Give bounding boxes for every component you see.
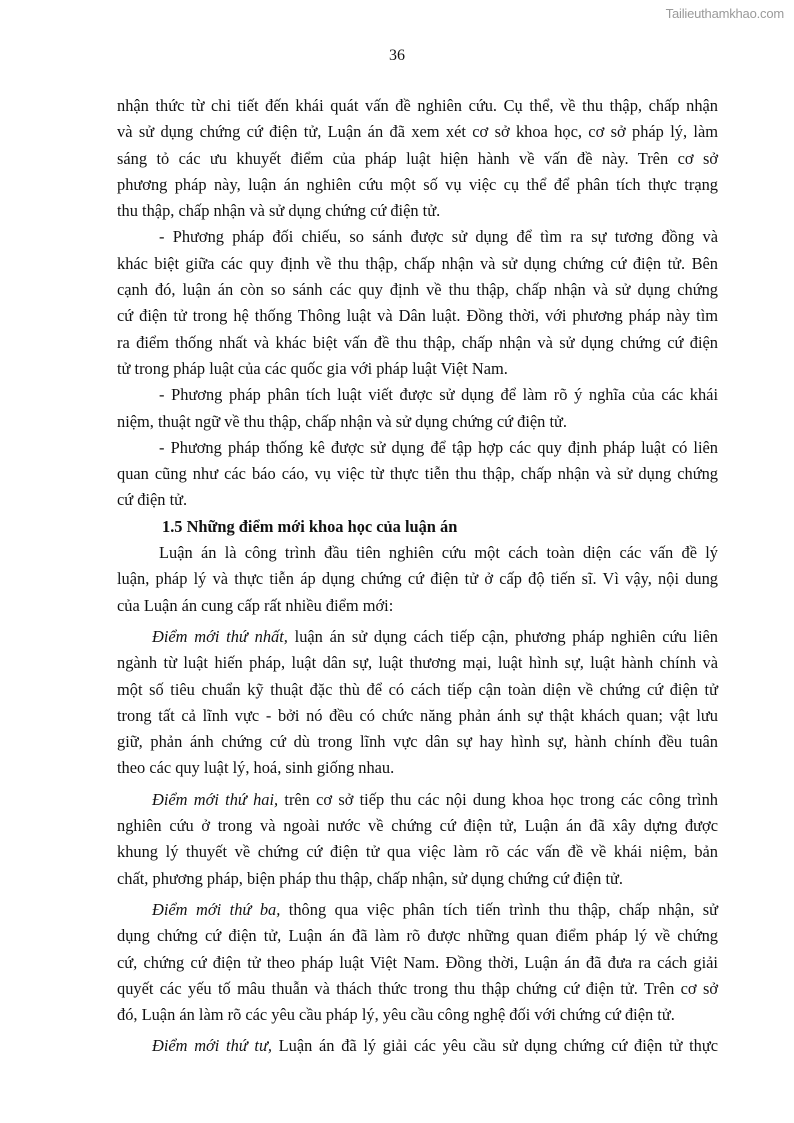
paragraph-legal-analysis-method (117, 382, 718, 435)
watermark: Tailieuthamkhao.com (665, 6, 784, 21)
paragraph-comparative-method (117, 224, 718, 382)
text-line (117, 787, 718, 813)
point-text: thông qua việc phân tích tiến trình thu thập, chấp nhận, sử (280, 899, 718, 919)
text-line: cứ điện tử trong hệ thống Thông luật và Dân luật. Đồng thời, với phương pháp này tìm (117, 306, 718, 326)
paragraph-research-approach (117, 93, 718, 224)
point-label: Điểm mới thứ ba, (152, 899, 281, 919)
text-line: của Luận án cung cấp rất nhiều điểm mới: (117, 595, 394, 615)
text-line: phương pháp này, luận án nghiên cứu một số vụ việc cụ thể để phân tích thực trạng (117, 174, 718, 194)
text-line: khung lý thuyết về chứng cứ điện tử qua việc làm rõ các vấn đề về khái niệm, bản (117, 842, 718, 862)
text-line: ngành từ luật hiến pháp, luật dân sự, luật thương mại, luật hình sự, luật hành chính và (117, 653, 718, 673)
point-label: Điểm mới thứ hai, (152, 789, 279, 809)
text-line: và sử dụng chứng cứ điện tử, Luận án đã xem xét cơ sở khoa học, cơ sở pháp lý, làm (117, 122, 718, 142)
text-line: niệm, thuật ngữ về thu thập, chấp nhận và sử dụng chứng cứ điện tử. (117, 411, 567, 431)
page-number: 36 (389, 47, 405, 64)
text-line (117, 1033, 718, 1059)
text-line: nghiên cứu ở trong và ngoài nước về chứng cứ điện tử, Luận án đã xây dựng được (117, 816, 718, 836)
point-fourth (117, 1033, 718, 1059)
text-line: luận, pháp lý và thực tiễn áp dụng chứng cứ điện tử ở cấp độ tiến sĩ. Vì vậy, nội dung (117, 569, 718, 589)
point-label: Điểm mới thứ nhất, (152, 626, 288, 646)
point-first (117, 624, 718, 782)
point-third (117, 897, 718, 1028)
text-line: cứ điện tử. (117, 490, 188, 510)
text-line (117, 624, 718, 650)
text-line: quyết các yếu tố mâu thuẫn và thách thức trong thu thập chứng cứ điện tử. Trên cơ sở (117, 978, 718, 998)
point-text: Luận án đã lý giải các yêu cầu sử dụng chứng cứ điện tử thực (271, 1036, 718, 1056)
text-line: giữ, phản ánh chứng cứ dù trong lĩnh vực dân sự hay hình sự, hành chính đều tuân (117, 732, 718, 752)
text-line: khác biệt giữa các quy định về thu thập, chấp nhận và sử dụng chứng cứ điện tử. Bên (117, 253, 718, 273)
paragraph-intro (117, 540, 718, 619)
text-line: - Phương pháp thống kê được sử dụng để tập hợp các quy định pháp luật có liên (159, 437, 718, 457)
text-line: Luận án là công trình đầu tiên nghiên cứu một cách toàn diện các vấn đề lý (159, 543, 718, 563)
text-line: nhận thức từ chi tiết đến khái quát vấn đề nghiên cứu. Cụ thể, về thu thập, chấp nhận (117, 96, 718, 115)
text-line: quan cũng như các báo cáo, vụ việc từ thực tiễn thu thập, chấp nhận và sử dụng chứng (117, 464, 718, 484)
point-label: Điểm mới thứ tư, (152, 1036, 272, 1056)
section-heading: 1.5 Những điểm mới khoa học của luận án (162, 516, 458, 536)
text-line (117, 897, 718, 923)
page-body (117, 93, 718, 1060)
paragraph-statistical-method (117, 435, 718, 514)
text-line: theo các quy luật lý, hoá, sinh giống nhau. (117, 758, 395, 778)
text-line: sáng tỏ các ưu khuyết điểm của pháp luật hiện hành về vấn đề này. Trên cơ sở (117, 148, 718, 168)
text-line: - Phương pháp đối chiếu, so sánh được sử dụng để tìm ra sự tương đồng và (159, 227, 718, 247)
text-line: dụng chứng cứ điện tử, Luận án đã làm rõ được những quan điểm pháp lý về chứng (117, 926, 718, 946)
text-line: một số tiêu chuẩn kỹ thuật đặc thù để có cách tiếp cận toàn diện về chứng cứ điện tử (117, 679, 718, 699)
text-line: ra điểm thống nhất và khác biệt vấn đề thu thập, chấp nhận và sử dụng chứng cứ điện (117, 332, 718, 352)
text-line: đó, Luận án làm rõ các yêu cầu pháp lý, yêu cầu công nghệ đối với chứng cứ điện tử. (117, 1005, 675, 1025)
text-line: trong tất cả lĩnh vực - bởi nó đều có chức năng phản ánh sự thật khách quan; vật lưu (117, 705, 718, 725)
point-text: trên cơ sở tiếp thu các nội dung khoa học trong các công trình (278, 789, 718, 809)
point-second (117, 787, 718, 892)
text-line: chất, phương pháp, biện pháp thu thập, chấp nhận, sử dụng chứng cứ điện tử. (117, 868, 623, 888)
point-text: luận án sử dụng cách tiếp cận, phương pháp nghiên cứu liên (287, 626, 718, 646)
text-line: tử trong pháp luật của các quốc gia với pháp luật Việt Nam. (117, 358, 508, 378)
text-line: cạnh đó, luận án còn so sánh các quy định về thu thập, chấp nhận và sử dụng chứng (117, 280, 718, 300)
text-line: cứ, chứng cứ điện tử theo pháp luật Việt Nam. Đồng thời, Luận án đã đưa ra cách giải (117, 952, 718, 972)
text-line: - Phương pháp phân tích luật viết được sử dụng để làm rõ ý nghĩa của các khái (159, 385, 718, 405)
text-line: thu thập, chấp nhận và sử dụng chứng cứ điện tử. (117, 201, 441, 221)
